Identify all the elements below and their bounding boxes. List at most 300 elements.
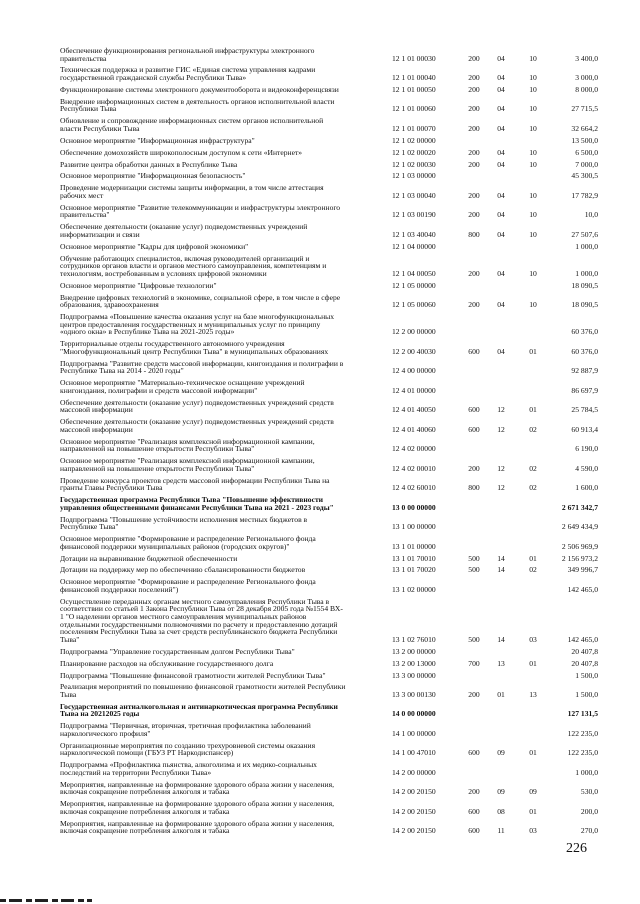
- expense-type-code: 600: [468, 424, 480, 434]
- item-name-line: центров предоставления государственных и муниципальных услуг по принципу: [60, 319, 321, 329]
- item-name-line: Мероприятия, направленные на формирование здорового образа жизни у населения,: [60, 818, 335, 828]
- subsection-code: 01: [529, 658, 537, 668]
- budget-table-row: [0, 566, 640, 574]
- item-name-line: правительства: [60, 53, 107, 63]
- target-article-code: 12 1 04 00050: [392, 268, 436, 278]
- item-name-line: направленной на повышение открытости Республики Тыва": [60, 444, 255, 454]
- item-name-line: массовой информации: [60, 405, 133, 415]
- budget-table-row: [0, 137, 640, 145]
- item-name-line: Развитие центра обработки данных в Республике Тыва: [60, 159, 238, 169]
- budget-table-row: [0, 47, 640, 62]
- budget-table-row: [0, 223, 640, 238]
- item-name: [60, 418, 390, 433]
- item-name-line: Обеспечение функционирования региональной инфраструктуры электронного: [60, 46, 315, 55]
- section-code: 04: [497, 53, 505, 63]
- target-article-code: 12 1 01 00070: [392, 123, 436, 133]
- section-code: 04: [497, 190, 505, 200]
- expense-type-code: 200: [468, 689, 480, 699]
- target-article-code: 13 1 00 00000: [392, 522, 436, 532]
- budget-table-row: [0, 117, 640, 132]
- item-name-line: Функционирование системы электронного документооборота и видеоконференцсвязи: [60, 84, 339, 94]
- item-name-line: Планирование расходов на обслуживание государственного долга: [60, 658, 274, 668]
- budget-table-row: [0, 761, 640, 776]
- subsection-code: 10: [529, 123, 537, 133]
- budget-table-row: [0, 660, 640, 668]
- budget-table-row: [0, 800, 640, 815]
- item-name-line: Основное мероприятие "Информационная инфраструктура": [60, 135, 255, 145]
- expense-type-code: 200: [468, 190, 480, 200]
- item-name: [60, 294, 390, 309]
- budget-table-row: [0, 820, 640, 835]
- section-code: 04: [497, 268, 505, 278]
- item-name-line: Основное мероприятие "Формирование и распределение Регионального фонда: [60, 577, 316, 587]
- item-name-line: Государственная программа Республики Тыва "Повышение эффективности: [60, 495, 324, 505]
- budget-table-row: [0, 418, 640, 433]
- item-name-line: Основное мероприятие "Материально-техническое оснащение учреждений: [60, 378, 305, 388]
- amount: 122 235,0: [567, 728, 598, 738]
- section-code: 14: [497, 553, 505, 563]
- target-article-code: 12 4 02 00000: [392, 444, 436, 454]
- item-name-line: финансовой поддержки муниципальных районов (городских округов)": [60, 541, 290, 551]
- page-number: 226: [566, 841, 587, 856]
- item-name-line: Основное мероприятие "Реализация комплексной информационной кампании,: [60, 436, 315, 446]
- budget-table-row: [0, 742, 640, 757]
- item-name: [60, 672, 390, 680]
- amount: 2 156 973,2: [561, 553, 598, 563]
- item-name-line: Дотации на поддержку мер по обеспечению сбалансированности бюджетов: [60, 565, 306, 575]
- item-name: [60, 761, 390, 776]
- item-name-line: Внедрение цифровых технологий в экономике, социальной сфере, в том числе в сфере: [60, 292, 341, 302]
- section-code: 12: [497, 424, 505, 434]
- target-article-code: 12 1 02 00020: [392, 147, 436, 157]
- target-article-code: 12 1 03 40040: [392, 229, 436, 239]
- item-name: [60, 438, 390, 453]
- section-code: 14: [497, 634, 505, 644]
- item-name-line: Подпрограмма "Повышение устойчивости исполнения местных бюджетов в: [60, 514, 308, 524]
- amount: 10,0: [584, 210, 598, 220]
- item-name: [60, 648, 390, 656]
- section-code: 04: [497, 346, 505, 356]
- subsection-code: 01: [529, 405, 537, 415]
- item-name-line: соответствии со статьей 1 Закона Республики Тыва от 28 декабря 2005 года №1554 ВХ-: [60, 604, 343, 614]
- section-code: 04: [497, 73, 505, 83]
- amount: 349 996,7: [567, 565, 598, 575]
- target-article-code: 12 1 05 00060: [392, 300, 436, 310]
- item-name-line: направленной на повышение открытости Республики Тыва": [60, 463, 255, 473]
- item-name-line: Обеспечение домохозяйств широкополосным доступом к сети «Интернет»: [60, 147, 303, 157]
- amount: 2 506 969,9: [561, 541, 598, 551]
- item-name-line: Подпрограмма «Повышение качества оказания услуг на базе многофункциональных: [60, 312, 335, 322]
- budget-table-row: [0, 86, 640, 94]
- budget-table-row: [0, 204, 640, 219]
- budget-table-row: [0, 172, 640, 180]
- target-article-code: 13 1 02 00000: [392, 584, 436, 594]
- item-name-line: Подпрограмма "Управление государственным долгом Республики Тыва": [60, 646, 295, 656]
- item-name-line: Техническая поддержка и развитие ГИС «Единая система управления кадрами: [60, 65, 316, 75]
- subsection-code: 10: [529, 268, 537, 278]
- amount: 6 500,0: [575, 147, 598, 157]
- budget-table-row: [0, 255, 640, 278]
- item-name-line: Территориальные отделы государственного автономного учреждения: [60, 339, 285, 349]
- item-name-line: Проведение модернизации системы защиты информации, в том числе аттестация: [60, 183, 324, 193]
- item-name-line: Внедрение информационных систем в деятельность органов исполнительной власти: [60, 96, 335, 106]
- item-name-line: гранты Главы Республики Тыва: [60, 483, 163, 493]
- item-name-line: отдельными государственными полномочиями по расчету и предоставлению дотаций: [60, 619, 338, 629]
- budget-table-row: [0, 243, 640, 251]
- item-name: [60, 66, 390, 81]
- item-name-line: книгоиздания, полиграфии и средств массовой информации": [60, 385, 258, 395]
- item-name-line: Государственная антиалкогольная и антинаркотическая программа Республики: [60, 701, 338, 711]
- expense-type-code: 200: [468, 159, 480, 169]
- target-article-code: 12 1 02 00000: [392, 135, 436, 145]
- target-article-code: 12 1 01 00060: [392, 104, 436, 114]
- expense-type-code: 200: [468, 84, 480, 94]
- subsection-code: 02: [529, 483, 537, 493]
- amount: 1 000,0: [575, 268, 598, 278]
- subsection-code: 10: [529, 73, 537, 83]
- budget-table-row: [0, 555, 640, 563]
- expense-type-code: 800: [468, 483, 480, 493]
- target-article-code: 12 1 02 00030: [392, 159, 436, 169]
- budget-table-row: [0, 496, 640, 511]
- target-article-code: 12 1 01 00040: [392, 73, 436, 83]
- subsection-code: 01: [529, 748, 537, 758]
- item-name: [60, 282, 390, 290]
- item-name: [60, 379, 390, 394]
- target-article-code: 13 1 02 76010: [392, 634, 436, 644]
- budget-table-row: [0, 516, 640, 531]
- item-name-line: Основное мероприятие "Кадры для цифровой экономики": [60, 241, 249, 251]
- subsection-code: 10: [529, 147, 537, 157]
- item-name-line: Основное мероприятие "Развитие телекоммуникации и инфраструктуры электронного: [60, 202, 341, 212]
- target-article-code: 12 4 01 40060: [392, 424, 436, 434]
- item-name-line: Мероприятия, направленные на формирование здорового образа жизни у населения,: [60, 779, 335, 789]
- budget-table-row: [0, 340, 640, 355]
- target-article-code: 13 3 00 00130: [392, 689, 436, 699]
- item-name: [60, 204, 390, 219]
- expense-type-code: 600: [468, 346, 480, 356]
- item-name: [60, 223, 390, 238]
- item-name: [60, 149, 390, 157]
- item-name-line: Обеспечение деятельности (оказание услуг) подведомственных учреждений: [60, 222, 308, 232]
- item-name-line: последствий на территории Республики Тыва»: [60, 767, 212, 777]
- item-name-line: Осуществление переданных органам местного самоуправления Республики Тыва в: [60, 596, 330, 606]
- item-name-line: информатизации и связи: [60, 229, 140, 239]
- subsection-code: 10: [529, 300, 537, 310]
- section-code: 04: [497, 300, 505, 310]
- amount: 1 000,0: [575, 241, 598, 251]
- item-name-line: власти Республики Тыва: [60, 123, 140, 133]
- amount: 1 000,0: [575, 767, 598, 777]
- subsection-code: 10: [529, 84, 537, 94]
- item-name: [60, 457, 390, 472]
- item-name-line: включая сокращение потребления алкоголя и табака: [60, 806, 230, 816]
- expense-type-code: 700: [468, 658, 480, 668]
- item-name-line: Основное мероприятие "Формирование и распределение Регионального фонда: [60, 534, 316, 544]
- expense-type-code: 200: [468, 147, 480, 157]
- amount: 7 000,0: [575, 159, 598, 169]
- item-name-line: Подпрограмма "Первичная, вторичная, третичная профилактика заболеваний: [60, 721, 311, 731]
- expense-type-code: 200: [468, 123, 480, 133]
- item-name-line: 1 "О наделении органов местного самоуправления муниципальных районов: [60, 612, 307, 622]
- amount: 27 507,6: [571, 229, 598, 239]
- target-article-code: 12 4 00 00000: [392, 366, 436, 376]
- expense-type-code: 500: [468, 553, 480, 563]
- expense-type-code: 200: [468, 300, 480, 310]
- item-name-line: включая сокращение потребления алкоголя и табака: [60, 787, 230, 797]
- budget-table-row: [0, 648, 640, 656]
- item-name-line: массовой информации: [60, 424, 133, 434]
- item-name-line: государственной гражданской службы Республики Тыва»: [60, 73, 247, 83]
- section-code: 08: [497, 806, 505, 816]
- target-article-code: 12 1 03 00040: [392, 190, 436, 200]
- target-article-code: 12 4 01 40050: [392, 405, 436, 415]
- amount: 25 784,5: [571, 405, 598, 415]
- target-article-code: 13 2 00 13000: [392, 658, 436, 668]
- target-article-code: 14 2 00 00000: [392, 767, 436, 777]
- budget-table-row: [0, 477, 640, 492]
- item-name-line: "Многофункциональный центр Республики Тыва" в муниципальных образованиях: [60, 346, 329, 356]
- amount: 3 400,0: [575, 53, 598, 63]
- item-name: [60, 243, 390, 251]
- item-name-line: Обучение работающих специалистов, включая руководителей организаций и: [60, 253, 310, 263]
- item-name-line: рабочих мест: [60, 190, 104, 200]
- item-name-line: «одного окна» в Республике Тыва на 2021-2025 годы»: [60, 327, 235, 337]
- expense-type-code: 600: [468, 748, 480, 758]
- subsection-code: 09: [529, 787, 537, 797]
- section-code: 12: [497, 483, 505, 493]
- budget-table-row: [0, 683, 640, 698]
- budget-table-row: [0, 703, 640, 718]
- amount: 3 000,0: [575, 73, 598, 83]
- section-code: 04: [497, 123, 505, 133]
- item-name-line: финансовой поддержки поселений"): [60, 584, 179, 594]
- section-code: 04: [497, 229, 505, 239]
- item-name: [60, 161, 390, 169]
- item-name-line: включая сокращение потребления алкоголя и табака: [60, 826, 230, 836]
- amount: 32 664,2: [571, 123, 598, 133]
- item-name-line: управления общественными финансами Республики Тыва на 2021 - 2023 годы": [60, 502, 334, 512]
- item-name-line: сотрудников органов власти и органов местного самоуправления, компетенциям и: [60, 261, 327, 271]
- subsection-code: 02: [529, 424, 537, 434]
- amount: 6 190,0: [575, 444, 598, 454]
- item-name: [60, 86, 390, 94]
- target-article-code: 14 2 00 20150: [392, 787, 436, 797]
- item-name-line: Подпрограмма "Развитие средств массовой информации, книгоиздания и полиграфии в: [60, 358, 344, 368]
- scan-edge-mark: [0, 899, 92, 902]
- item-name: [60, 683, 390, 698]
- amount: 530,0: [580, 787, 598, 797]
- section-code: 12: [497, 463, 505, 473]
- expense-type-code: 200: [468, 463, 480, 473]
- budget-table-row: [0, 360, 640, 375]
- item-name: [60, 535, 390, 550]
- item-name-line: Тыва на 20212025 годы: [60, 709, 140, 719]
- budget-table-row: [0, 578, 640, 593]
- item-name: [60, 820, 390, 835]
- item-name-line: Республике Тыва": [60, 522, 119, 532]
- expense-type-code: 200: [468, 73, 480, 83]
- item-name: [60, 566, 390, 574]
- item-name: [60, 598, 390, 644]
- amount: 45 300,5: [571, 171, 598, 181]
- amount: 200,0: [580, 806, 598, 816]
- section-code: 04: [497, 147, 505, 157]
- item-name: [60, 516, 390, 531]
- amount: 142 465,0: [567, 634, 598, 644]
- budget-table-row: [0, 66, 640, 81]
- item-name-line: Обеспечение деятельности (оказание услуг) подведомственных учреждений средств: [60, 397, 334, 407]
- budget-table-row: [0, 184, 640, 199]
- target-article-code: 12 4 02 00010: [392, 463, 436, 473]
- item-name-line: Основное мероприятие "Цифровые технологии": [60, 280, 217, 290]
- item-name-line: Тыва: [60, 689, 77, 699]
- amount: 60 376,0: [571, 327, 598, 337]
- item-name: [60, 399, 390, 414]
- amount: 1 600,0: [575, 483, 598, 493]
- subsection-code: 10: [529, 190, 537, 200]
- target-article-code: 12 1 03 00190: [392, 210, 436, 220]
- section-code: 09: [497, 748, 505, 758]
- item-name-line: Реализация мероприятий по повышению финансовой грамотности жителей Республики: [60, 682, 346, 692]
- expense-type-code: 600: [468, 405, 480, 415]
- subsection-code: 13: [529, 689, 537, 699]
- target-article-code: 12 1 04 00000: [392, 241, 436, 251]
- expense-type-code: 500: [468, 565, 480, 575]
- item-name: [60, 660, 390, 668]
- item-name-line: наркологического профиля": [60, 728, 151, 738]
- budget-table-row: [0, 399, 640, 414]
- item-name: [60, 340, 390, 355]
- amount: 4 590,0: [575, 463, 598, 473]
- amount: 17 782,9: [571, 190, 598, 200]
- budget-table-row: [0, 379, 640, 394]
- item-name: [60, 722, 390, 737]
- subsection-code: 10: [529, 159, 537, 169]
- item-name-line: Подпрограмма "Повышение финансовой грамотности жителей Республики Тыва": [60, 670, 326, 680]
- item-name-line: Проведение конкурса проектов средств массовой информации Республики Тыва на: [60, 475, 330, 485]
- item-name: [60, 117, 390, 132]
- target-article-code: 13 2 00 00000: [392, 646, 436, 656]
- section-code: 01: [497, 689, 505, 699]
- amount: 86 697,9: [571, 385, 598, 395]
- budget-table-row: [0, 294, 640, 309]
- item-name-line: Обеспечение деятельности (оказание услуг) подведомственных учреждений средств: [60, 417, 334, 427]
- item-name-line: Мероприятия, направленные на формирование здорового образа жизни у населения,: [60, 799, 335, 809]
- item-name: [60, 742, 390, 757]
- section-code: 12: [497, 405, 505, 415]
- amount: 122 235,0: [567, 748, 598, 758]
- target-article-code: 12 1 01 00050: [392, 84, 436, 94]
- item-name: [60, 255, 390, 278]
- target-article-code: 14 0 00 00000: [392, 709, 436, 719]
- expense-type-code: 200: [468, 787, 480, 797]
- section-code: 14: [497, 565, 505, 575]
- amount: 27 715,5: [571, 104, 598, 114]
- amount: 270,0: [580, 826, 598, 836]
- target-article-code: 13 0 00 00000: [392, 502, 436, 512]
- amount: 18 090,5: [571, 300, 598, 310]
- section-code: 13: [497, 658, 505, 668]
- section-code: 04: [497, 104, 505, 114]
- budget-table-row: [0, 313, 640, 336]
- item-name-line: Основное мероприятие "Реализация комплексной информационной кампании,: [60, 456, 315, 466]
- expense-type-code: 600: [468, 806, 480, 816]
- amount: 20 407,8: [571, 658, 598, 668]
- item-name-line: поселениям Республики Тыва за счет средств республиканского бюджета Республики: [60, 627, 338, 637]
- item-name: [60, 98, 390, 113]
- expense-type-code: 200: [468, 104, 480, 114]
- target-article-code: 12 1 01 00030: [392, 53, 436, 63]
- target-article-code: 14 2 00 20150: [392, 806, 436, 816]
- item-name: [60, 313, 390, 336]
- item-name-line: Дотации на выравнивание бюджетной обеспеченности: [60, 553, 238, 563]
- amount: 1 500,0: [575, 670, 598, 680]
- expense-type-code: 200: [468, 210, 480, 220]
- target-article-code: 14 1 00 47010: [392, 748, 436, 758]
- budget-table-row: [0, 535, 640, 550]
- item-name-line: Республики Тыва: [60, 104, 117, 114]
- amount: 92 887,9: [571, 366, 598, 376]
- item-name-line: образования, здравоохранения: [60, 300, 159, 310]
- item-name: [60, 184, 390, 199]
- amount: 127 131,5: [567, 709, 598, 719]
- target-article-code: 12 2 00 40030: [392, 346, 436, 356]
- budget-table-row: [0, 438, 640, 453]
- section-code: 04: [497, 84, 505, 94]
- item-name-line: Республике Тыва на 2014 - 2020 годы": [60, 366, 184, 376]
- item-name: [60, 47, 390, 62]
- item-name-line: Тыва": [60, 634, 80, 644]
- item-name-line: правительства": [60, 210, 110, 220]
- item-name-line: Подпрограмма «Профилактика пьянства, алкоголизма и их медико-социальных: [60, 760, 317, 770]
- subsection-code: 03: [529, 826, 537, 836]
- expense-type-code: 200: [468, 268, 480, 278]
- target-article-code: 12 2 00 00000: [392, 327, 436, 337]
- subsection-code: 10: [529, 104, 537, 114]
- target-article-code: 12 1 03 00000: [392, 171, 436, 181]
- budget-table-row: [0, 457, 640, 472]
- amount: 18 090,5: [571, 280, 598, 290]
- budget-table-row: [0, 672, 640, 680]
- subsection-code: 01: [529, 553, 537, 563]
- item-name: [60, 555, 390, 563]
- expense-type-code: 200: [468, 53, 480, 63]
- item-name-line: технологиям, востребованным в условиях цифровой экономики: [60, 268, 267, 278]
- budget-table-row: [0, 781, 640, 796]
- budget-table-row: [0, 722, 640, 737]
- item-name: [60, 781, 390, 796]
- target-article-code: 14 1 00 00000: [392, 728, 436, 738]
- item-name-line: Обновление и сопровождение информационных систем органов исполнительной: [60, 116, 324, 126]
- subsection-code: 02: [529, 463, 537, 473]
- item-name: [60, 172, 390, 180]
- item-name-line: Организационные мероприятия по созданию трехуровневой системы оказания: [60, 740, 316, 750]
- item-name: [60, 496, 390, 511]
- target-article-code: 13 1 01 70020: [392, 565, 436, 575]
- budget-table-row: [0, 149, 640, 157]
- target-article-code: 12 4 01 00000: [392, 385, 436, 395]
- subsection-code: 01: [529, 346, 537, 356]
- section-code: 11: [497, 826, 505, 836]
- amount: 60 376,0: [571, 346, 598, 356]
- target-article-code: 12 1 05 00000: [392, 280, 436, 290]
- item-name: [60, 703, 390, 718]
- budget-table-row: [0, 598, 640, 644]
- budget-table-row: [0, 98, 640, 113]
- subsection-code: 02: [529, 565, 537, 575]
- item-name-line: Основное мероприятие "Информационная безопасность": [60, 171, 246, 181]
